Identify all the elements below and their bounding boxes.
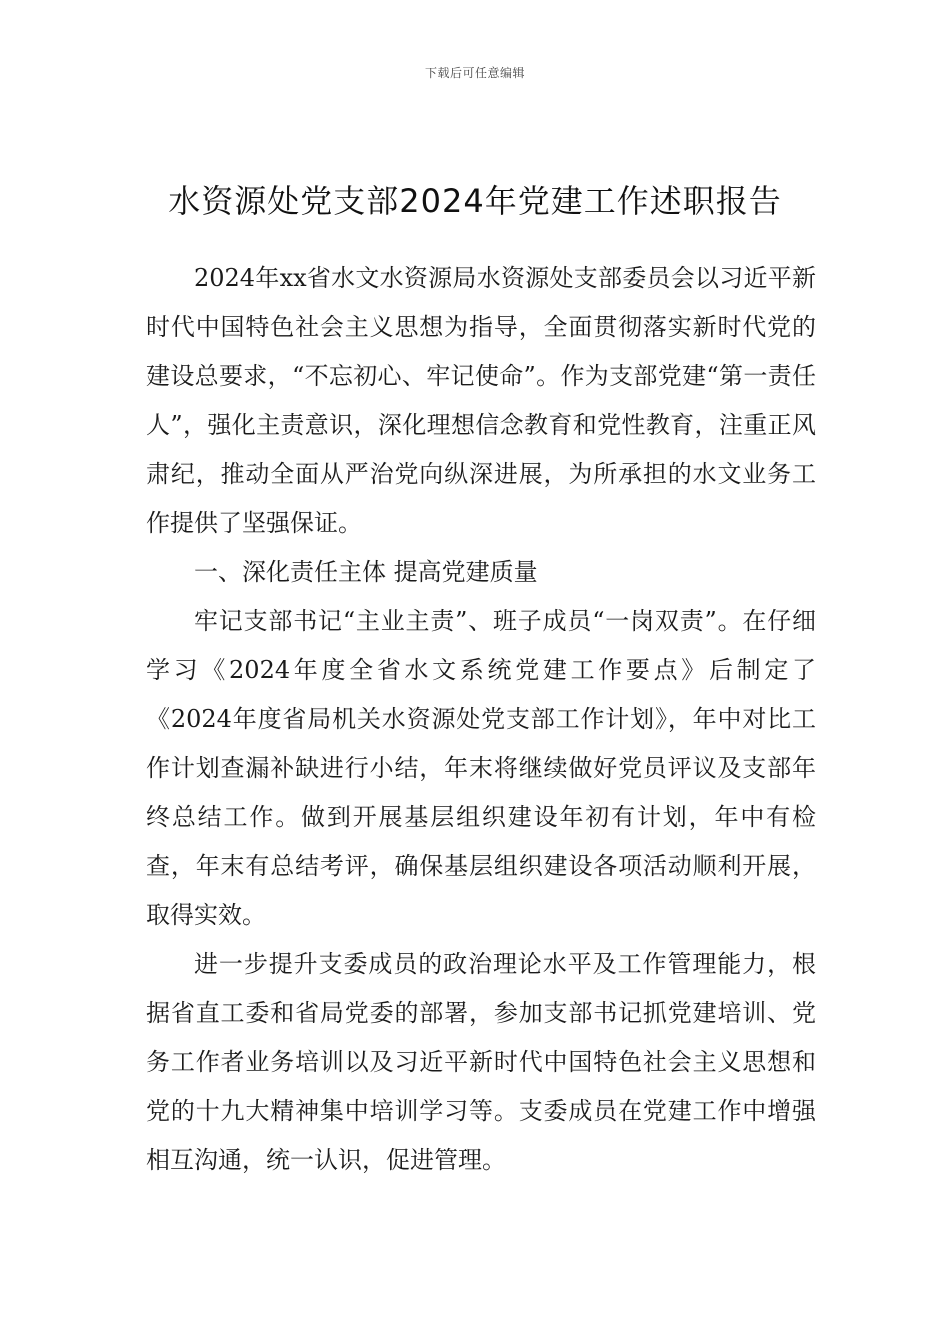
paragraph-intro: 2024年xx省水文水资源局水资源处支部委员会以习近平新时代中国特色社会主义思想为指导，全面贯彻落实新时代党的建设总要求，“不忘初心、牢记使命”。作为支部党建“第一责任人”，强化主责意识，深化理想信念教育和党性教育，注重正风肃纪，推动全面从严治党向纵深进展，为所承担的水文业务工作提供了坚强保证。 bbox=[146, 264, 816, 537]
section-heading: 一、深化责任主体 提高党建质量 bbox=[194, 558, 538, 586]
paragraph-training: 进一步提升支委成员的政治理论水平及工作管理能力，根据省直工委和省局党委的部署，参加支部书记抓党建培训、党务工作者业务培训以及习近平新时代中国特色社会主义思想和党的十九大精神集中培训学习等。支委成员在党建工作中增强相互沟通，统一认识，促进管理。 bbox=[146, 950, 816, 1174]
document-body bbox=[146, 254, 816, 1185]
page-title: 水资源处党支部2024年党建工作述职报告 bbox=[168, 182, 782, 220]
header-note: 下载后可任意编辑 bbox=[424, 66, 525, 80]
paragraph-responsibility: 牢记支部书记“主业主责”、班子成员“一岗双责”。在仔细学习《2024年度全省水文系统党建工作要点》后制定了《2024年度省局机关水资源处党支部工作计划》，年中对比工作计划查漏补缺进行小结，年末将继续做好党员评议及支部年终总结工作。做到开展基层组织建设年初有计划，年中有检查，年末有总结考评，确保基层组织建设各项活动顺利开展，取得实效。 bbox=[146, 607, 816, 929]
